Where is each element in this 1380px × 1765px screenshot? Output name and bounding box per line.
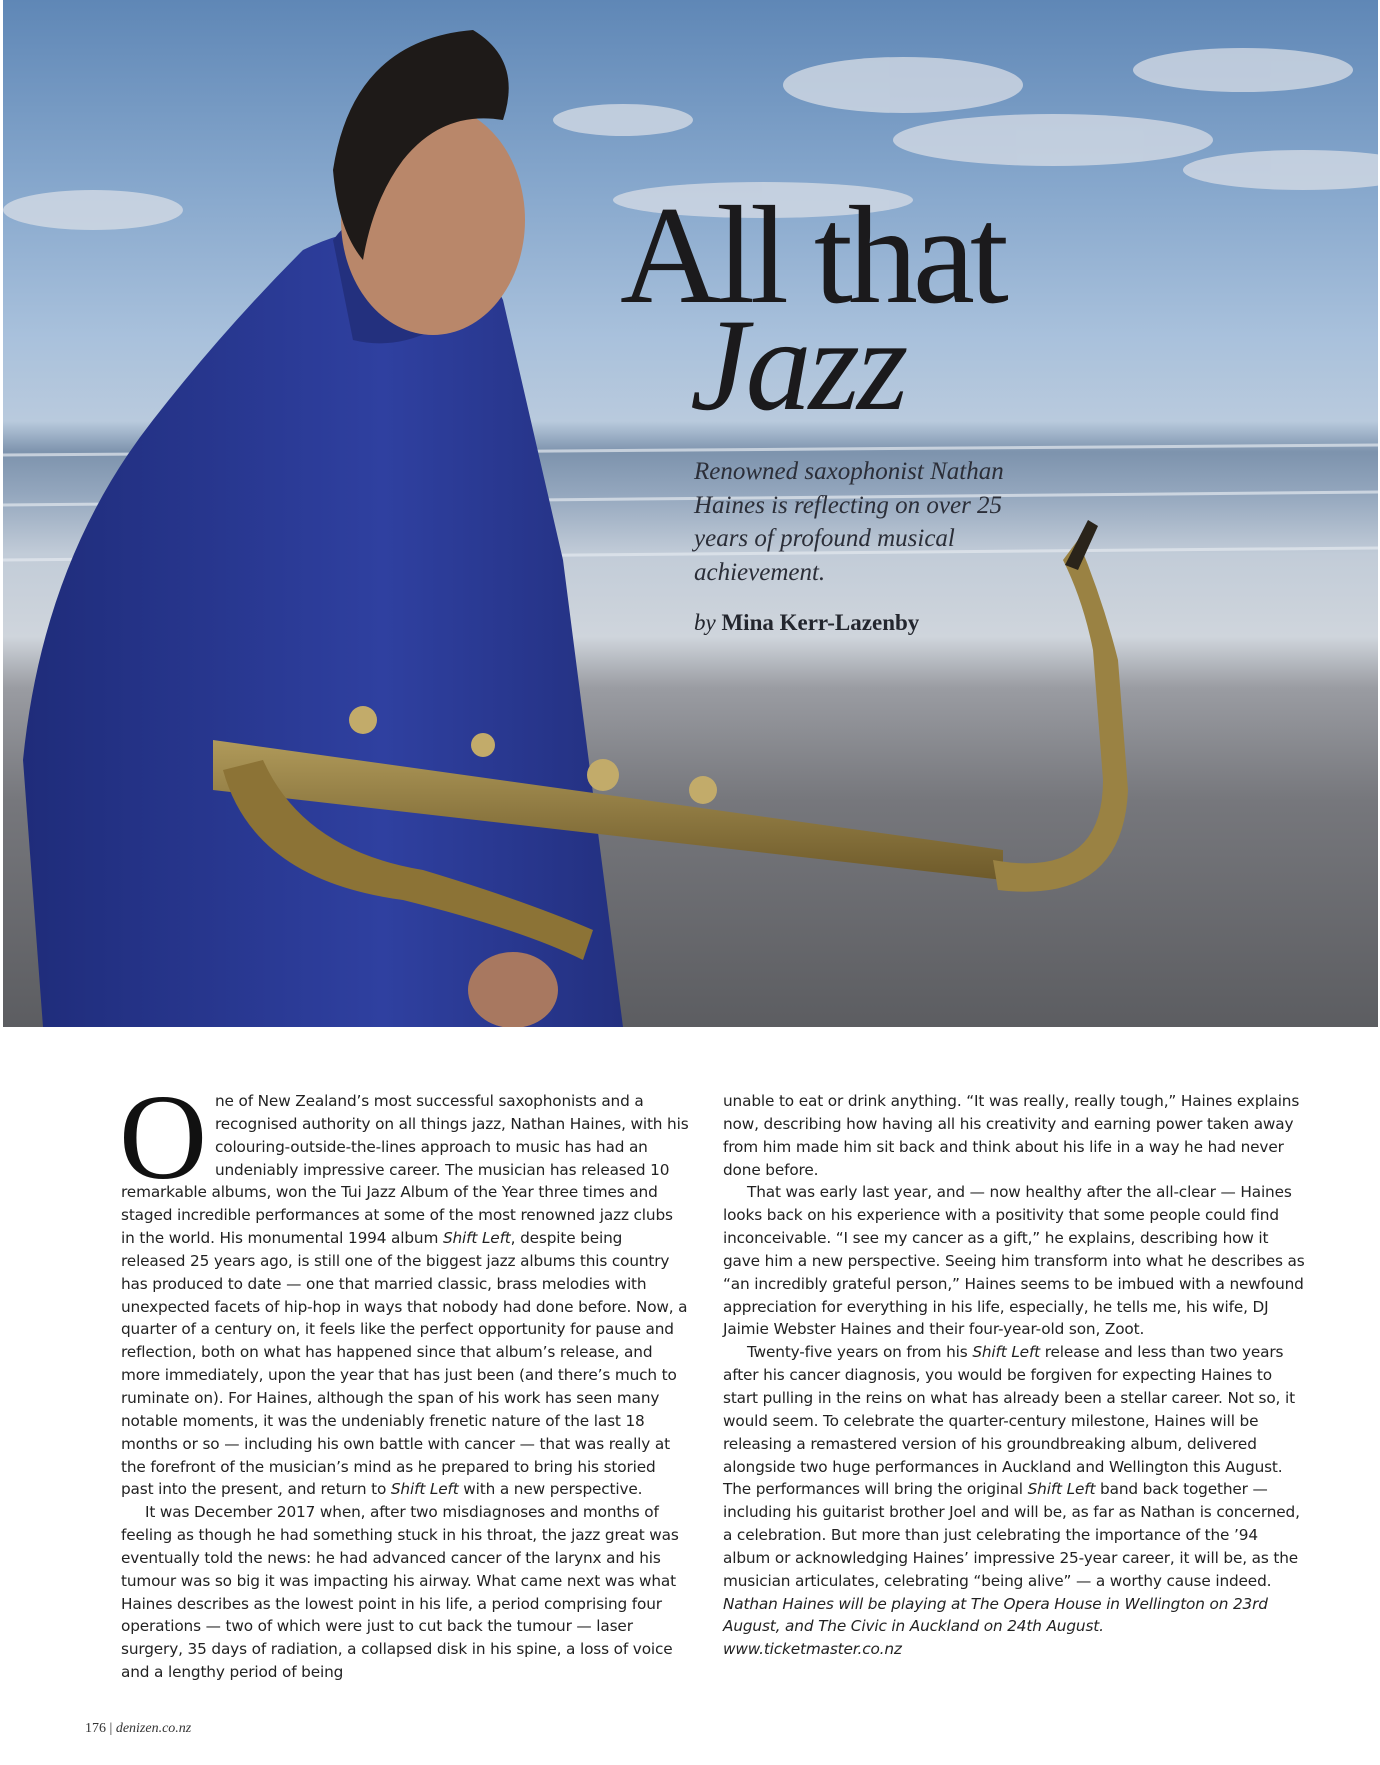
article-column-right [723,1090,1308,1661]
page-number: 176 [85,1721,106,1736]
article-paragraph: That was early last year, and — now healthy after the all-clear — Haines looks back on his experience with a positivity that some people could find inconceivable. “I see my cancer as a gift,” he explains, describing how it gave him a new perspective. Seeing him transform into what he describes as “an incredibly grateful person,” Haines seems to be imbued with a newfound appreciation for everything in his life, especially, he tells me, his wife, DJ Jaimie Webster Haines and their four-year-old son, Zoot. [723,1183,1305,1339]
article-column-left [119,1070,691,1684]
album-title: Shift Left [972,1343,1041,1362]
album-title: Shift Left [442,1229,511,1248]
hero-illustration [3,0,1378,1027]
standfirst: Renowned saxophonist Nathan Haines is reflecting on over 25 years of profound musical achievement. [694,458,1004,586]
album-title: Shift Left [390,1480,459,1499]
article-paragraph [119,1070,691,1501]
ticket-link[interactable]: www.ticketmaster.co.nz [723,1640,902,1659]
article-paragraph [723,1341,1308,1592]
headline-line-2: Jazz [690,291,906,438]
footer-separator: | [109,1721,113,1736]
article-paragraph: It was December 2017 when, after two misdiagnoses and months of feeling as though he had something stuck in his throat, the jazz great was eventually told the news: he had advanced cancer of the larynx and his tumour was so big it was impacting his airway. What came next was what Haines describes as the lowest point in his life, a period comprising four operations — two of which were just to cut back the tumour — laser surgery, 35 days of radiation, a collapsed disk in his spine, a loss of voice and a lengthy period of being [121,1503,679,1682]
headline-line-1: All that [620,178,1004,333]
byline-prefix: by [694,610,716,635]
page-footer [85,1721,191,1737]
article-paragraph: unable to eat or drink anything. “It was really, really tough,” Haines explains now, describing how having all his creativity and earning power taken away from him made him sit back and think about his life in a way he had never done before. [723,1092,1300,1179]
article-text: with a new perspective. [458,1480,643,1499]
hero-photo [3,0,1378,1027]
event-note: Nathan Haines will be playing at The Opera House in Wellington on 23rd August, and The Civic in Auckland on 24th August. [723,1594,1268,1636]
article-text: ne of New Zealand’s most successful saxophonists and a recognised authority on all things jazz, Nathan Haines, with his colouring-outside-the-lines approach to music has had an undeniably impressive career. The musician has released 10 remarkable albums, won the Tui Jazz Album of the Year three times and staged incredible performances at some of the most renowned jazz clubs in the world. His monumental 1994 album [121,1092,689,1248]
album-title: Shift Left [1027,1480,1096,1499]
article-text: Twenty-five years on from his [747,1343,973,1362]
article-text: , despite being released 25 years ago, is still one of the biggest jazz albums this country has produced to date — one that married classic, brass melodies with unexpected facets of hip-hop in ways that nobody had done before. Now, a quarter of a century on, it feels like the perfect opportunity for pause and reflection, both on what has happened since that album’s release, and more immediately, upon the year that has just been (and there’s much to ruminate on). For Haines, although the span of his work has seen many notable moments, it was the undeniably frenetic nature of the last 18 months or so — including his own battle with cancer — that was really at the forefront of the musician’s mind as he prepared to bring his storied past into the present, and return to [121,1229,688,1499]
byline [694,610,919,636]
drop-cap: O [119,1070,207,1205]
article-text: band back together — including his guitarist brother Joel and will be, as far as Nathan is concerned, a celebration. But more than just celebrating the importance of the ’94 album or acknowledging Haines’ impressive 25-year career, it will be, as the musician articulates, celebrating “being alive” — a worthy cause indeed. [723,1480,1300,1590]
article-text: release and less than two years after his cancer diagnosis, you would be forgiven for expecting Haines to start pulling in the reins on what has already been a stellar career. Not so, it would seem. To celebrate the quarter-century milestone, Haines will be releasing a remastered version of his groundbreaking album, delivered alongside two huge performances in Auckland and Wellington this August. The performances will bring the original [723,1343,1295,1499]
byline-author: Mina Kerr-Lazenby [721,610,920,635]
site-name: denizen.co.nz [115,1721,192,1736]
